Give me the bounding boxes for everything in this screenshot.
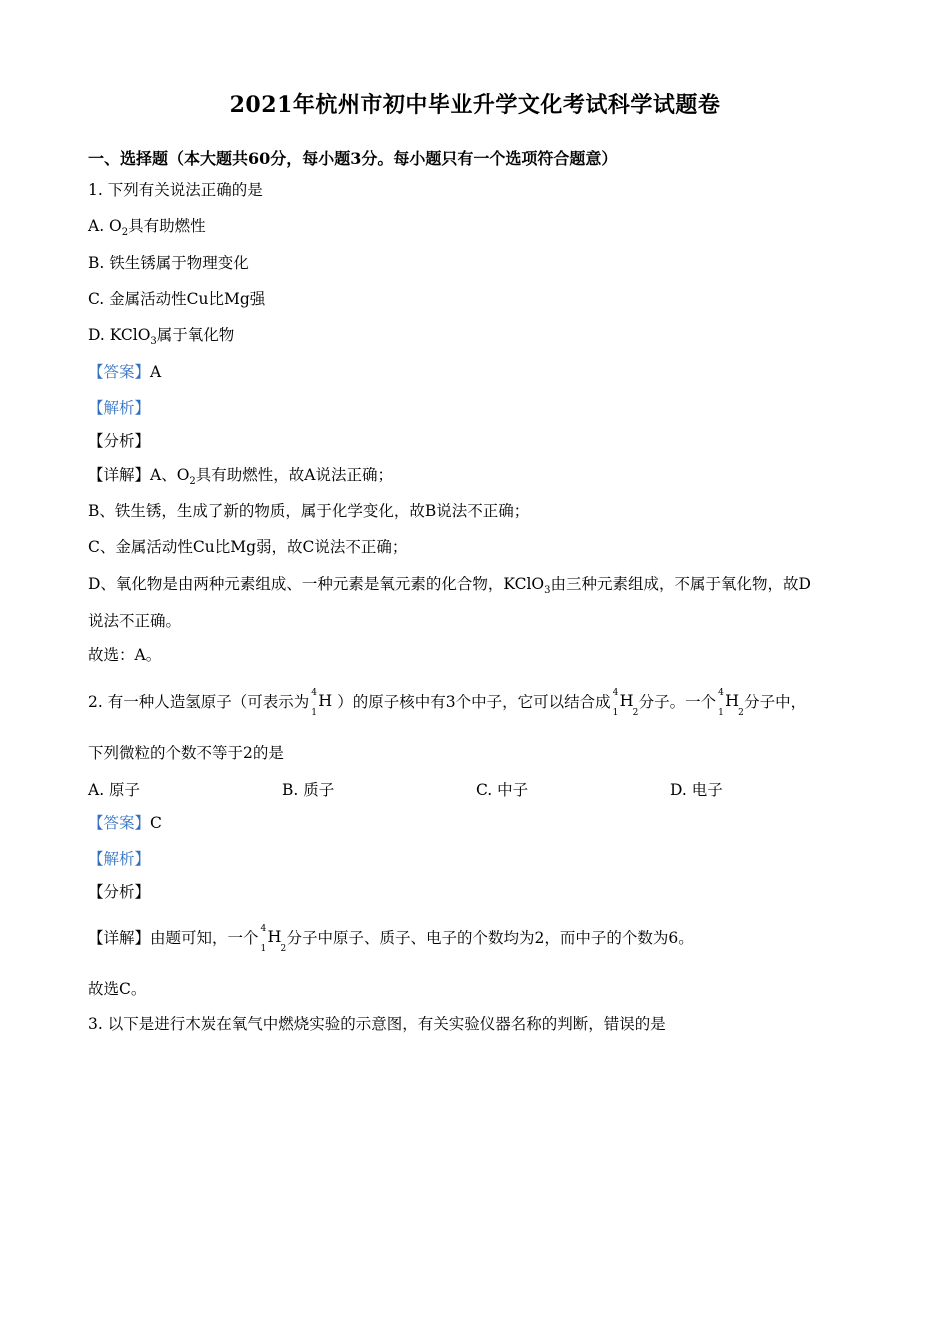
- section-heading: 一、选择题（本大题共60分，每小题3分。每小题只有一个选项符合题意）: [88, 149, 618, 168]
- isotope-h2: 4 1 H 2: [718, 688, 744, 718]
- q2-fenxi-label: 【分析】: [88, 883, 151, 901]
- q1-detail-a: 【详解】A、$O_2$具有助燃性，故A说法正确；: [88, 466, 393, 488]
- q3-stem: 3. 以下是进行木炭在氧气中燃烧实验的示意图，有关实验仪器名称的判断，错误的是: [88, 1015, 666, 1033]
- q1-option-c: C. 金属活动性Cu比Mg强: [88, 290, 266, 308]
- q2-option-c: C. 中子: [476, 781, 529, 799]
- q1-stem: 1. 下列有关说法正确的是: [88, 181, 263, 199]
- isotope-h2: 4 1 H 2: [612, 688, 639, 718]
- q2-analysis-label: 【解析】: [88, 850, 151, 868]
- q1-detail-d: D、氧化物是由两种元素组成、一种元素是氧元素的化合物，KClO$_3$由三种元素组成，不属于氧化物，故D: [88, 575, 811, 597]
- isotope-h2: 4 1 H 2: [260, 924, 287, 954]
- q1-option-b: B. 铁生锈属于物理变化: [88, 254, 249, 272]
- q1-analysis-label: 【解析】: [88, 399, 151, 417]
- q1-option-a: A. $O_2$具有助燃性: [88, 217, 206, 239]
- q2-answer: 【答案】C: [88, 814, 162, 832]
- q2-choose: 故选C。: [88, 980, 147, 998]
- q1-detail-b: B、铁生锈，生成了新的物质，属于化学变化，故B说法不正确；: [88, 502, 530, 520]
- page-title: 2021年杭州市初中毕业升学文化考试科学试题卷: [229, 92, 721, 118]
- q1-fenxi-label: 【分析】: [88, 432, 151, 450]
- q2-option-b: B. 质子: [282, 781, 335, 799]
- q2-stem-cont: 下列微粒的个数不等于2的是: [88, 744, 284, 762]
- q1-choose: 故选：A。: [88, 646, 162, 664]
- q2-option-a: A. 原子: [88, 781, 141, 799]
- q1-option-d: D. KClO$_3$属于氧化物: [88, 326, 235, 348]
- q1-detail-c: C、金属活动性Cu比Mg弱，故C说法不正确；: [88, 538, 408, 556]
- q2-stem: 2. 有一种人造氢原子（可表示为 4 1 H ）的原子核中有3个中子，它可以结合成 4 1 H 2 分子。一个 4 1 H 2 分子中，: [88, 688, 807, 718]
- q1-detail-d-cont: 说法不正确。: [88, 612, 182, 630]
- q2-detail: 【详解】由题可知，一个 4 1 H 2 分子中原子、质子、电子的个数均为2，而中子的个数为6。: [88, 924, 694, 954]
- q1-answer: 【答案】A: [88, 363, 162, 381]
- isotope-h: 4 1 H: [311, 688, 333, 718]
- q2-option-d: D. 电子: [670, 781, 723, 799]
